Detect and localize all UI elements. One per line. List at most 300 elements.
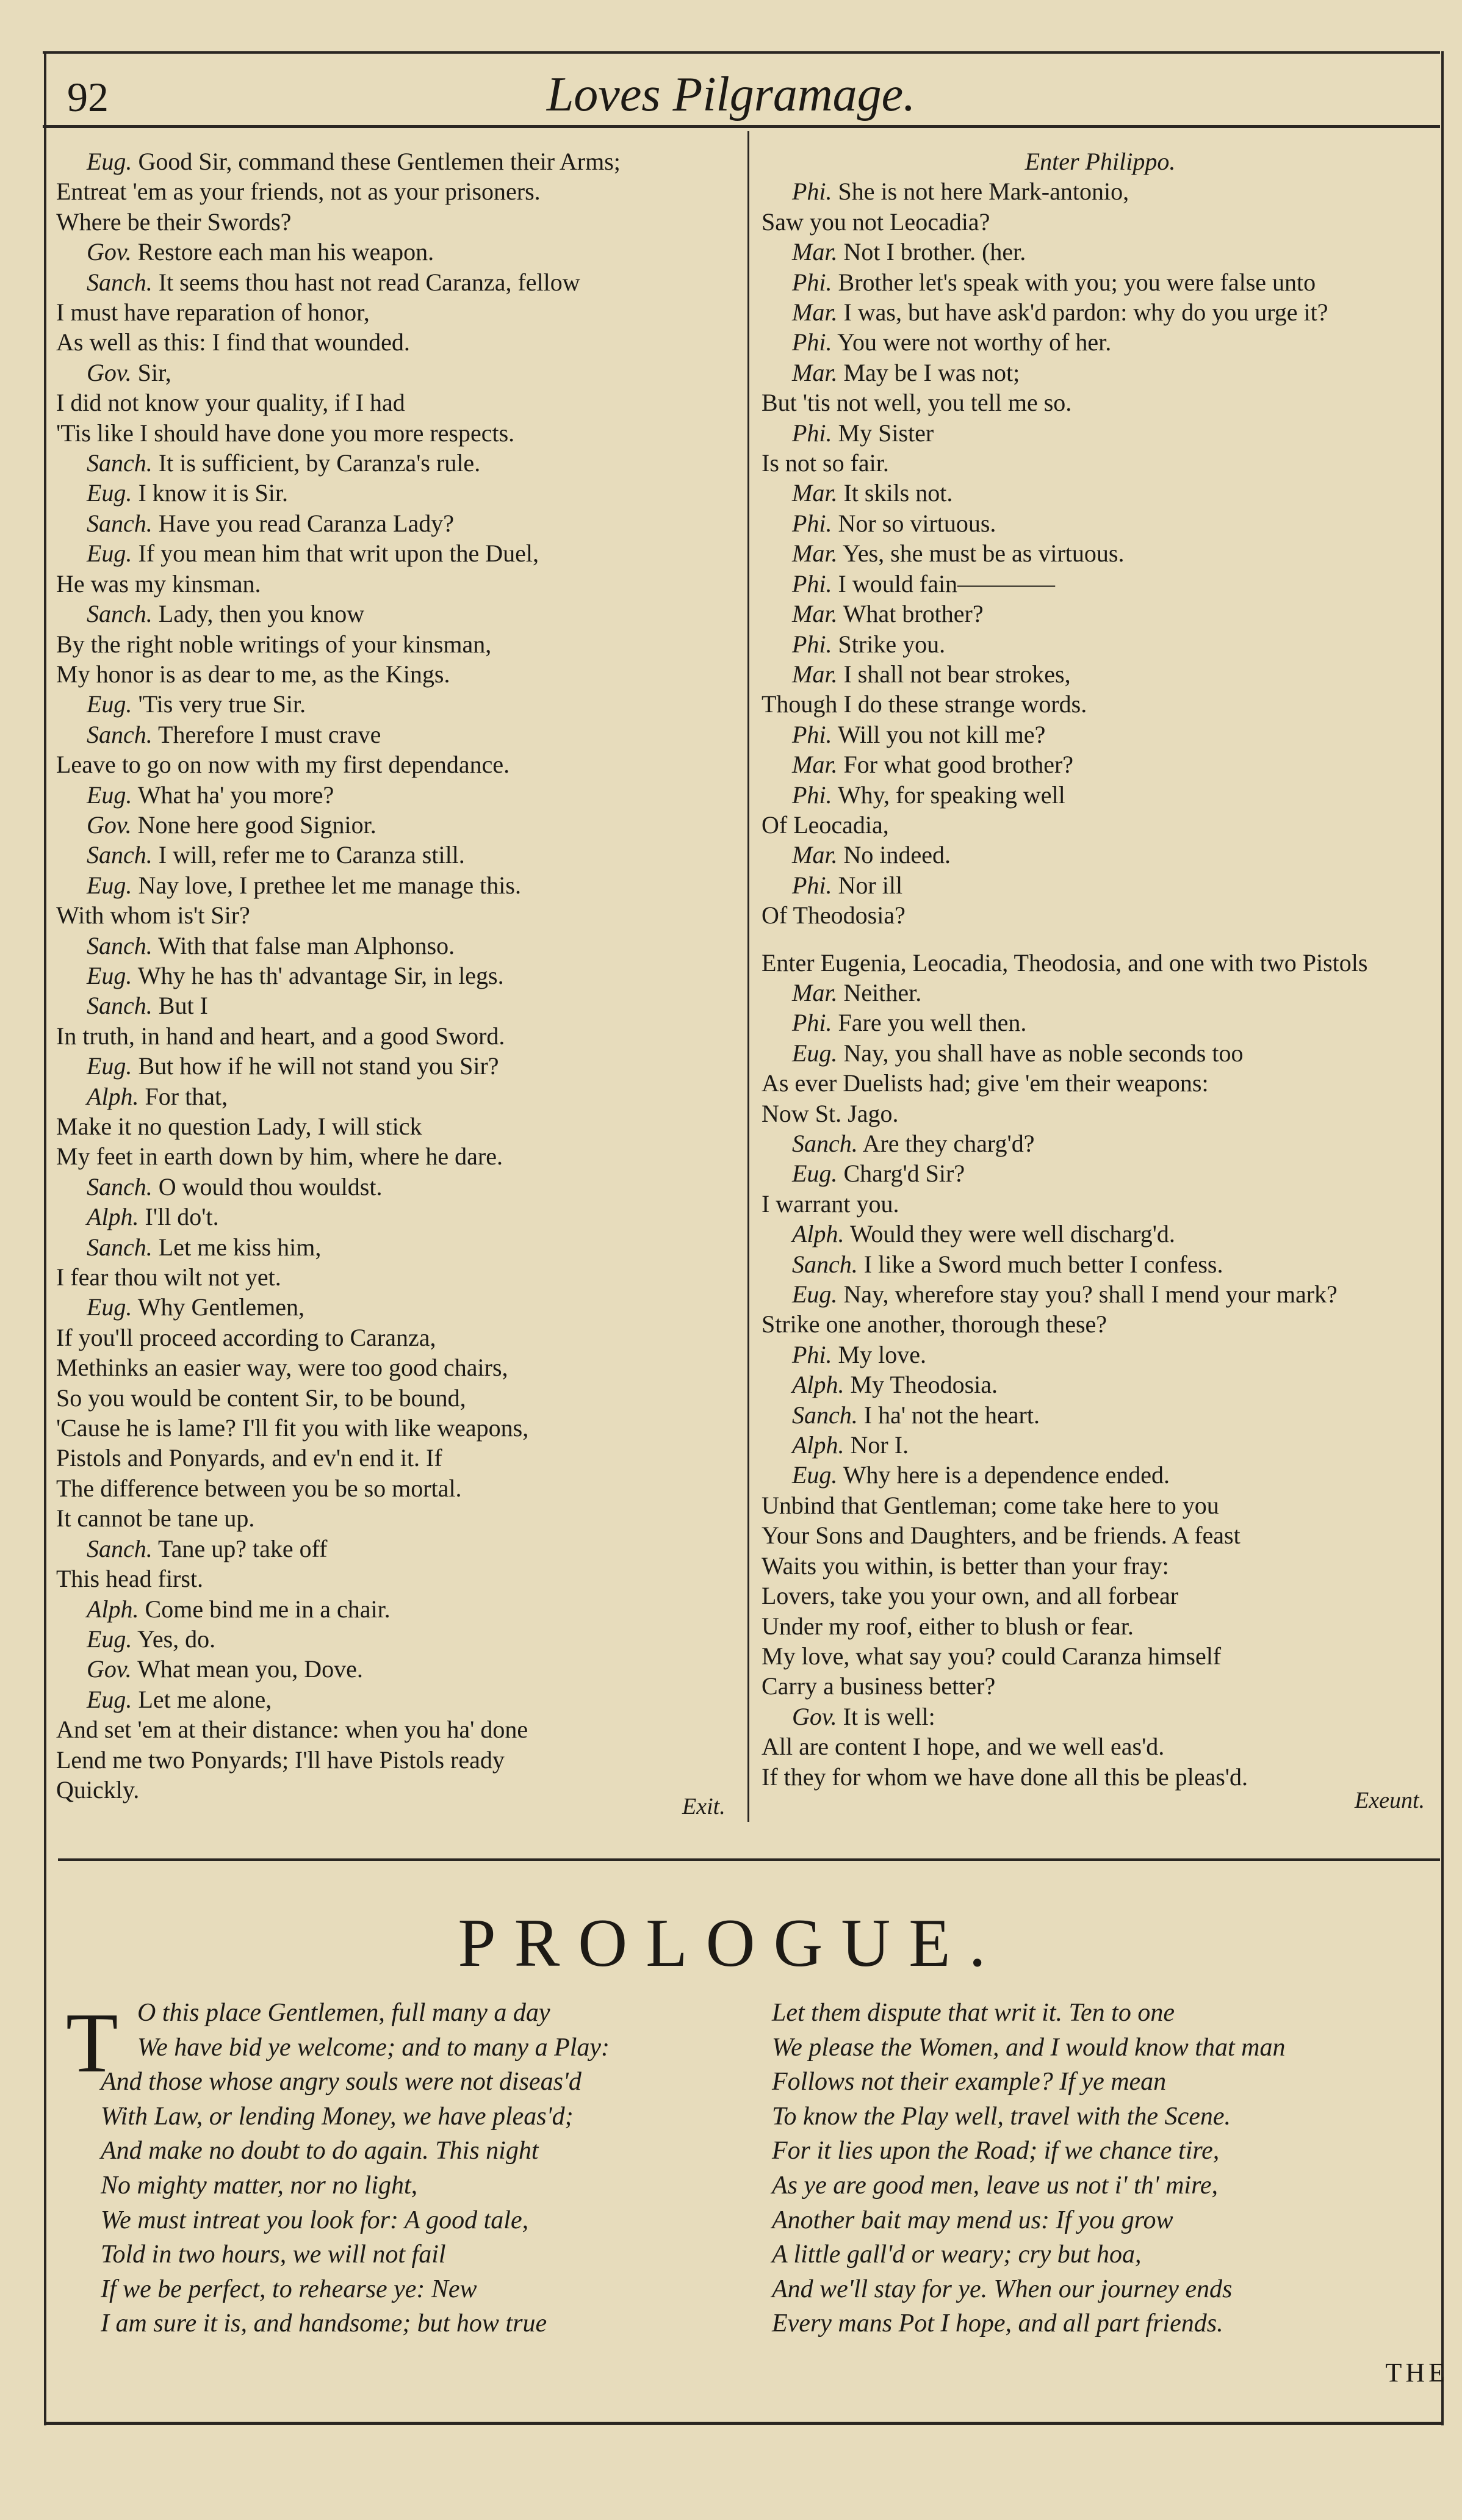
dialogue-line [762, 1641, 1439, 1671]
dialogue-line [762, 176, 1439, 206]
line-text: My feet in earth down by him, where he dare. [56, 1143, 503, 1171]
line-text: If you'll proceed according to Caranza, [56, 1323, 436, 1351]
speaker-name: Phi. [792, 178, 832, 206]
dialogue-line [56, 931, 746, 961]
line-text: Why Gentlemen, [137, 1293, 304, 1321]
speaker-name: Phi. [792, 630, 832, 658]
line-text: As well as this: I find that wounded. [56, 328, 410, 356]
line-text: Under my roof, either to blush or fear. [762, 1612, 1134, 1640]
speaker-name: Phi. [792, 1009, 832, 1037]
dialogue-line [56, 900, 746, 930]
line-text: My love, what say you? could Caranza himself [762, 1642, 1222, 1670]
dialogue-line [762, 659, 1439, 689]
line-text: But 'tis not well, you tell me so. [762, 389, 1072, 417]
speaker-name: Phi. [792, 1340, 832, 1368]
line-text: In truth, in hand and heart, and a good Sword. [56, 1022, 505, 1050]
line-text: None here good Signior. [137, 811, 376, 839]
dialogue-line [762, 1520, 1439, 1550]
dialogue-line [762, 1611, 1439, 1641]
dialogue-line [56, 1081, 746, 1111]
dialogue-line [56, 870, 746, 900]
line-text: She is not here Mark-antonio, [838, 178, 1129, 206]
speaker-name: Gov. [87, 358, 132, 386]
dialogue-line [56, 1534, 746, 1564]
line-text: 'Tis like I should have done you more respects. [56, 419, 515, 447]
dialogue-line [762, 1068, 1439, 1098]
line-text: Neither. [843, 978, 922, 1006]
dialogue-line [56, 1383, 746, 1413]
dialogue-line [56, 840, 746, 870]
top-rule [43, 51, 1440, 54]
line-text: Nay love, I prethee let me manage this. [138, 871, 521, 899]
speaker-name: Sanch. [87, 992, 153, 1020]
line-text: But I [158, 992, 208, 1020]
speaker-name: Phi. [792, 871, 832, 899]
prologue-right-column [772, 1996, 1431, 2341]
line-text: Would they were well discharg'd. [849, 1220, 1175, 1248]
speaker-name: Eug. [87, 961, 132, 989]
line-text: Leave to go on now with my first dependance. [56, 751, 510, 779]
dialogue-line [56, 1443, 746, 1473]
line-text: As ever Duelists had; give 'em their weapons: [762, 1069, 1209, 1097]
dialogue-line [56, 991, 746, 1020]
prologue-line: Follows not their example? If ye mean [772, 2068, 1167, 2096]
line-text: Therefore I must crave [158, 720, 381, 748]
line-text: I must have reparation of honor, [56, 298, 370, 327]
catchword: THE [1385, 2358, 1449, 2388]
dialogue-line [762, 358, 1439, 388]
line-text: What ha' you more? [137, 781, 334, 809]
dialogue-line [762, 1370, 1439, 1399]
line-text: Waits you within, is better than your fray: [762, 1551, 1169, 1580]
line-text: For what good brother? [843, 751, 1074, 779]
line-text: Unbind that Gentleman; come take here to you [762, 1491, 1219, 1519]
dialogue-line [56, 448, 746, 478]
line-text: Why, for speaking well [837, 781, 1065, 809]
line-text: Lovers, take you your own, and all forbear [762, 1582, 1179, 1610]
speaker-name: Mar. [792, 540, 838, 568]
line-text: Yes, do. [137, 1625, 216, 1653]
speaker-name: Sanch. [87, 720, 153, 748]
left-dialogue-column [56, 146, 746, 1805]
dialogue-line [762, 1158, 1439, 1188]
running-title: Loves Pilgramage. [546, 68, 916, 121]
speaker-name: Sanch. [87, 449, 153, 477]
line-text: I like a Sword much better I confess. [863, 1250, 1223, 1278]
dialogue-line [56, 780, 746, 810]
dialogue-line [762, 388, 1439, 417]
dialogue-line [762, 146, 1439, 176]
line-text: Your Sons and Daughters, and be friends. A feast [762, 1522, 1241, 1550]
prologue-line: We please the Women, and I would know that man [772, 2033, 1286, 2062]
dialogue-line [762, 1731, 1439, 1761]
line-text: Strike you. [838, 630, 946, 658]
speaker-name: Eug. [792, 1461, 838, 1489]
line-text: I shall not bear strokes, [843, 660, 1071, 688]
line-text: Carry a business better? [762, 1672, 996, 1700]
speaker-name: Phi. [792, 328, 832, 356]
bottom-rule [44, 2422, 1444, 2425]
speaker-name: Eug. [87, 781, 132, 809]
line-text: With whom is't Sir? [56, 901, 250, 930]
speaker-name: Alph. [87, 1082, 139, 1110]
line-text: Let me kiss him, [158, 1233, 322, 1261]
dialogue-line [56, 237, 746, 267]
line-text: Good Sir, command these Gentlemen their Arms; [138, 148, 621, 175]
line-text: I know it is Sir. [138, 479, 289, 507]
dialogue-line [56, 749, 746, 779]
line-text: Entreat 'em as your friends, not as your prisoners. [56, 178, 541, 206]
line-text: Now St. Jago. [762, 1099, 899, 1127]
line-text: The difference between you be so mortal. [56, 1474, 462, 1502]
speaker-name: Sanch. [87, 1534, 153, 1562]
dialogue-line [56, 478, 746, 508]
speaker-name: Mar. [792, 600, 838, 628]
dialogue-line [56, 1775, 746, 1805]
dialogue-line [56, 1413, 746, 1443]
dialogue-line [762, 1460, 1439, 1490]
line-text: My Sister [838, 419, 934, 447]
dialogue-line [56, 508, 746, 538]
line-text: I did not know your quality, if I had [56, 389, 405, 417]
line-text: Of Theodosia? [762, 901, 906, 930]
line-text: For that, [145, 1082, 228, 1110]
dialogue-line [762, 780, 1439, 810]
dialogue-line [762, 1430, 1439, 1460]
speaker-name: Alph. [87, 1595, 139, 1623]
speaker-name: Eug. [87, 1293, 132, 1321]
line-text: I'll do't. [145, 1203, 219, 1231]
dialogue-line [56, 961, 746, 991]
line-text: Brother let's speak with you; you were false unto [838, 268, 1316, 296]
dialogue-line [762, 267, 1439, 297]
dialogue-line [56, 720, 746, 749]
speaker-name: Eug. [792, 1039, 838, 1067]
dialogue-line [762, 1219, 1439, 1249]
line-text: Are they charg'd? [862, 1130, 1035, 1157]
prologue-line: As ye are good men, leave us not i' th' mire, [772, 2171, 1219, 2200]
line-text: Nor I. [850, 1431, 909, 1459]
speaker-name: Sanch. [87, 268, 153, 296]
line-text: My honor is as dear to me, as the Kings. [56, 660, 450, 688]
speaker-name: Phi. [792, 781, 832, 809]
prologue-line: And we'll stay for ye. When our journey ends [772, 2275, 1233, 2303]
dialogue-line [762, 237, 1439, 267]
dialogue-line [56, 1323, 746, 1352]
prologue-line: Another bait may mend us: If you grow [772, 2206, 1173, 2234]
dialogue-line [762, 720, 1439, 749]
dialogue-line [762, 1189, 1439, 1219]
speaker-name: Eug. [87, 479, 132, 507]
speaker-name: Sanch. [87, 841, 153, 869]
line-text: Of Leocadia, [762, 811, 889, 839]
line-text: Sir, [137, 358, 171, 386]
speaker-name: Alph. [87, 1203, 139, 1231]
prologue-line: To know the Play well, travel with the Scene. [772, 2102, 1231, 2131]
line-text: Nor ill [838, 871, 903, 899]
dialogue-line [56, 1111, 746, 1141]
line-text: Methinks an easier way, were too good chairs, [56, 1354, 508, 1382]
prologue-line: Told in two hours, we will not fail [101, 2240, 446, 2269]
line-text: Nor so virtuous. [838, 509, 996, 537]
line-text: But how if he will not stand you Sir? [138, 1052, 499, 1080]
line-text: If you mean him that writ upon the Duel, [138, 540, 539, 568]
dialogue-line [56, 1292, 746, 1322]
line-text: With that false man Alphonso. [158, 931, 455, 959]
speaker-name: Mar. [792, 841, 838, 869]
prologue-line: For it lies upon the Road; if we chance tire, [772, 2137, 1220, 2165]
line-text: My love. [838, 1340, 926, 1368]
header-rule [43, 125, 1440, 128]
speaker-name: Gov. [792, 1702, 837, 1730]
speaker-name: Eug. [87, 871, 132, 899]
line-text: Will you not kill me? [837, 720, 1046, 748]
dialogue-line [762, 629, 1439, 659]
speaker-name: Sanch. [792, 1130, 858, 1157]
speaker-name: Sanch. [87, 931, 153, 959]
speaker-name: Eug. [87, 1052, 132, 1080]
dialogue-line [56, 358, 746, 388]
line-text: Why he has th' advantage Sir, in legs. [137, 961, 504, 989]
prologue-line: No mighty matter, nor no light, [101, 2171, 418, 2200]
line-text: If they for whom we have done all this be pleas'd. [762, 1763, 1248, 1791]
left-frame-rule [44, 51, 46, 2425]
dialogue-line [56, 1232, 746, 1262]
prologue-line: With Law, or lending Money, we have pleas'd; [101, 2102, 574, 2131]
dialogue-line [56, 1352, 746, 1382]
line-text: Fare you well then. [838, 1009, 1027, 1037]
dialogue-line [56, 418, 746, 448]
line-text: No indeed. [843, 841, 951, 869]
dialogue-line [762, 1581, 1439, 1611]
line-text: Saw you not Leocadia? [762, 208, 990, 236]
speaker-name: Gov. [87, 238, 132, 266]
dialogue-line [762, 900, 1439, 930]
line-text: Why here is a dependence ended. [843, 1461, 1170, 1489]
line-text: Yes, she must be as virtuous. [842, 540, 1125, 568]
line-text: It is well: [843, 1702, 935, 1730]
line-text: It cannot be tane up. [56, 1504, 255, 1533]
dialogue-line [56, 1745, 746, 1775]
left-exit-direction: Exit. [682, 1794, 726, 1819]
drop-cap: T [66, 1996, 118, 2090]
line-text: I fear thou wilt not yet. [56, 1263, 281, 1291]
speaker-name: Alph. [792, 1371, 844, 1399]
speaker-name: Mar. [792, 660, 838, 688]
dialogue-line [762, 1279, 1439, 1309]
prologue-line: Let them dispute that writ it. Ten to one [772, 1999, 1175, 2027]
dialogue-line [762, 418, 1439, 448]
speaker-name: Sanch. [792, 1401, 858, 1429]
dialogue-line [762, 1340, 1439, 1370]
speaker-name: Phi. [792, 569, 832, 598]
dialogue-line [56, 810, 746, 840]
speaker-name: Alph. [792, 1431, 844, 1459]
line-text: Charg'd Sir? [843, 1160, 965, 1188]
dialogue-line [762, 1038, 1439, 1068]
line-text: All are content I hope, and we well eas'd. [762, 1733, 1165, 1761]
line-text: Strike one another, thorough these? [762, 1310, 1107, 1338]
dialogue-line [762, 1008, 1439, 1038]
dialogue-line [56, 1021, 746, 1051]
speaker-name: Mar. [792, 238, 838, 266]
dialogue-line [762, 810, 1439, 840]
page-number: 92 [67, 74, 109, 120]
line-text: Nay, wherefore stay you? shall I mend your mark? [843, 1280, 1338, 1309]
line-text: May be I was not; [843, 358, 1020, 386]
dialogue-line [762, 1400, 1439, 1430]
dialogue-line [762, 448, 1439, 478]
dialogue-line [762, 1309, 1439, 1339]
prologue-line: If we be perfect, to rehearse ye: New [101, 2275, 477, 2303]
dialogue-line [762, 978, 1439, 1008]
right-frame-rule [1441, 51, 1444, 2425]
dialogue-line [762, 931, 1439, 948]
dialogue-line [56, 1172, 746, 1202]
line-text: Enter Philippo. [1024, 148, 1176, 175]
line-text: I was, but have ask'd pardon: why do you urge it? [843, 298, 1328, 327]
line-text: Let me alone, [138, 1685, 272, 1713]
dialogue-line [762, 599, 1439, 629]
prologue-line: Every mans Pot I hope, and all part friends. [772, 2309, 1223, 2338]
line-text: Restore each man his weapon. [137, 238, 434, 266]
dialogue-line [56, 1202, 746, 1232]
speaker-name: Phi. [792, 268, 832, 296]
line-text: 'Tis very true Sir. [138, 690, 306, 718]
line-text: My Theodosia. [850, 1371, 998, 1399]
dialogue-line [762, 207, 1439, 237]
line-text: Nay, you shall have as noble seconds too [843, 1039, 1244, 1067]
prologue-title: PROLOGUE. [458, 1905, 1004, 1981]
column-divider [747, 131, 749, 1822]
line-text: What mean you, Dove. [137, 1655, 363, 1683]
speaker-name: Sanch. [87, 509, 153, 537]
dialogue-line [56, 659, 746, 689]
line-text: Though I do these strange words. [762, 690, 1087, 718]
prologue-line: And make no doubt to do again. This night [101, 2137, 539, 2165]
line-text: Enter Eugenia, Leocadia, Theodosia, and one with two Pistols [762, 948, 1368, 977]
dialogue-line [56, 1624, 746, 1654]
line-text: Is not so fair. [762, 449, 889, 477]
dialogue-line [56, 176, 746, 206]
prologue-line: I am sure it is, and handsome; but how true [101, 2309, 547, 2338]
dialogue-line [762, 327, 1439, 357]
line-text: This head first. [56, 1565, 204, 1593]
dialogue-line [56, 1051, 746, 1081]
line-text: 'Cause he is lame? I'll fit you with like weapons, [56, 1414, 529, 1442]
dialogue-line [56, 599, 746, 629]
speaker-name: Sanch. [87, 600, 153, 628]
line-text: Tane up? take off [158, 1534, 328, 1562]
speaker-name: Eug. [792, 1280, 838, 1309]
speaker-name: Eug. [792, 1160, 838, 1188]
right-exit-direction: Exeunt. [1355, 1788, 1425, 1813]
dialogue-line [56, 629, 746, 659]
speaker-name: Phi. [792, 509, 832, 537]
speaker-name: Sanch. [792, 1250, 858, 1278]
speaker-name: Alph. [792, 1220, 844, 1248]
speaker-name: Mar. [792, 978, 838, 1006]
dialogue-line [762, 840, 1439, 870]
dialogue-line [762, 948, 1439, 978]
dialogue-line [762, 478, 1439, 508]
section-rule [58, 1858, 1440, 1861]
speaker-name: Mar. [792, 479, 838, 507]
prologue-line: We have bid ye welcome; and to many a Play: [137, 2033, 610, 2062]
line-text: Lend me two Ponyards; I'll have Pistols ready [56, 1746, 505, 1774]
speaker-name: Eug. [87, 1625, 132, 1653]
line-text: And set 'em at their distance: when you ha' done [56, 1716, 528, 1744]
line-text: Make it no question Lady, I will stick [56, 1113, 422, 1140]
speaker-name: Eug. [87, 690, 132, 718]
dialogue-line [56, 207, 746, 237]
line-text: Where be their Swords? [56, 208, 292, 236]
dialogue-line [56, 1141, 746, 1171]
line-text: So you would be content Sir, to be bound, [56, 1384, 466, 1412]
prologue-line: We must intreat you look for: A good tale, [101, 2206, 529, 2234]
dialogue-line [762, 870, 1439, 900]
dialogue-line [56, 267, 746, 297]
dialogue-line [762, 1702, 1439, 1731]
dialogue-line [56, 388, 746, 417]
line-text: I ha' not the heart. [863, 1401, 1040, 1429]
dialogue-line [762, 689, 1439, 719]
dialogue-line [762, 1249, 1439, 1279]
dialogue-line [762, 297, 1439, 327]
line-text: Come bind me in a chair. [145, 1595, 391, 1623]
dialogue-line [56, 1564, 746, 1594]
dialogue-line [56, 1503, 746, 1533]
dialogue-line [56, 569, 746, 599]
dialogue-line [762, 538, 1439, 568]
line-text: I will, refer me to Caranza still. [158, 841, 465, 869]
dialogue-line [762, 1099, 1439, 1128]
dialogue-line [762, 1551, 1439, 1581]
dialogue-line [56, 146, 746, 176]
speaker-name: Sanch. [87, 1233, 153, 1261]
line-text: I warrant you. [762, 1190, 899, 1218]
speaker-name: Gov. [87, 1655, 132, 1683]
dialogue-line [762, 508, 1439, 538]
speaker-name: Phi. [792, 720, 832, 748]
dialogue-line [56, 1473, 746, 1503]
dialogue-line [56, 1684, 746, 1714]
dialogue-line [56, 1262, 746, 1292]
line-text: Have you read Caranza Lady? [158, 509, 454, 537]
speaker-name: Gov. [87, 811, 132, 839]
prologue-line: A little gall'd or weary; cry but hoa, [772, 2240, 1142, 2269]
speaker-name: Eug. [87, 540, 132, 568]
speaker-name: Sanch. [87, 1172, 153, 1200]
dialogue-line [762, 1762, 1439, 1792]
line-text: I would fain———— [838, 569, 1056, 598]
dialogue-line [56, 297, 746, 327]
line-text: It is sufficient, by Caranza's rule. [158, 449, 481, 477]
prologue-left-column [101, 1996, 747, 2341]
prologue-line: And those whose angry souls were not diseas'd [101, 2068, 582, 2096]
dialogue-line [56, 1594, 746, 1624]
line-text: You were not worthy of her. [837, 328, 1112, 356]
dialogue-line [762, 1490, 1439, 1520]
line-text: Pistols and Ponyards, and ev'n end it. If [56, 1444, 442, 1472]
speaker-name: Eug. [87, 148, 132, 175]
dialogue-line [762, 569, 1439, 599]
dialogue-line [762, 1128, 1439, 1158]
line-text: Not I brother. (her. [843, 238, 1026, 266]
speaker-name: Mar. [792, 358, 838, 386]
dialogue-line [56, 538, 746, 568]
line-text: It seems thou hast not read Caranza, fellow [158, 268, 580, 296]
